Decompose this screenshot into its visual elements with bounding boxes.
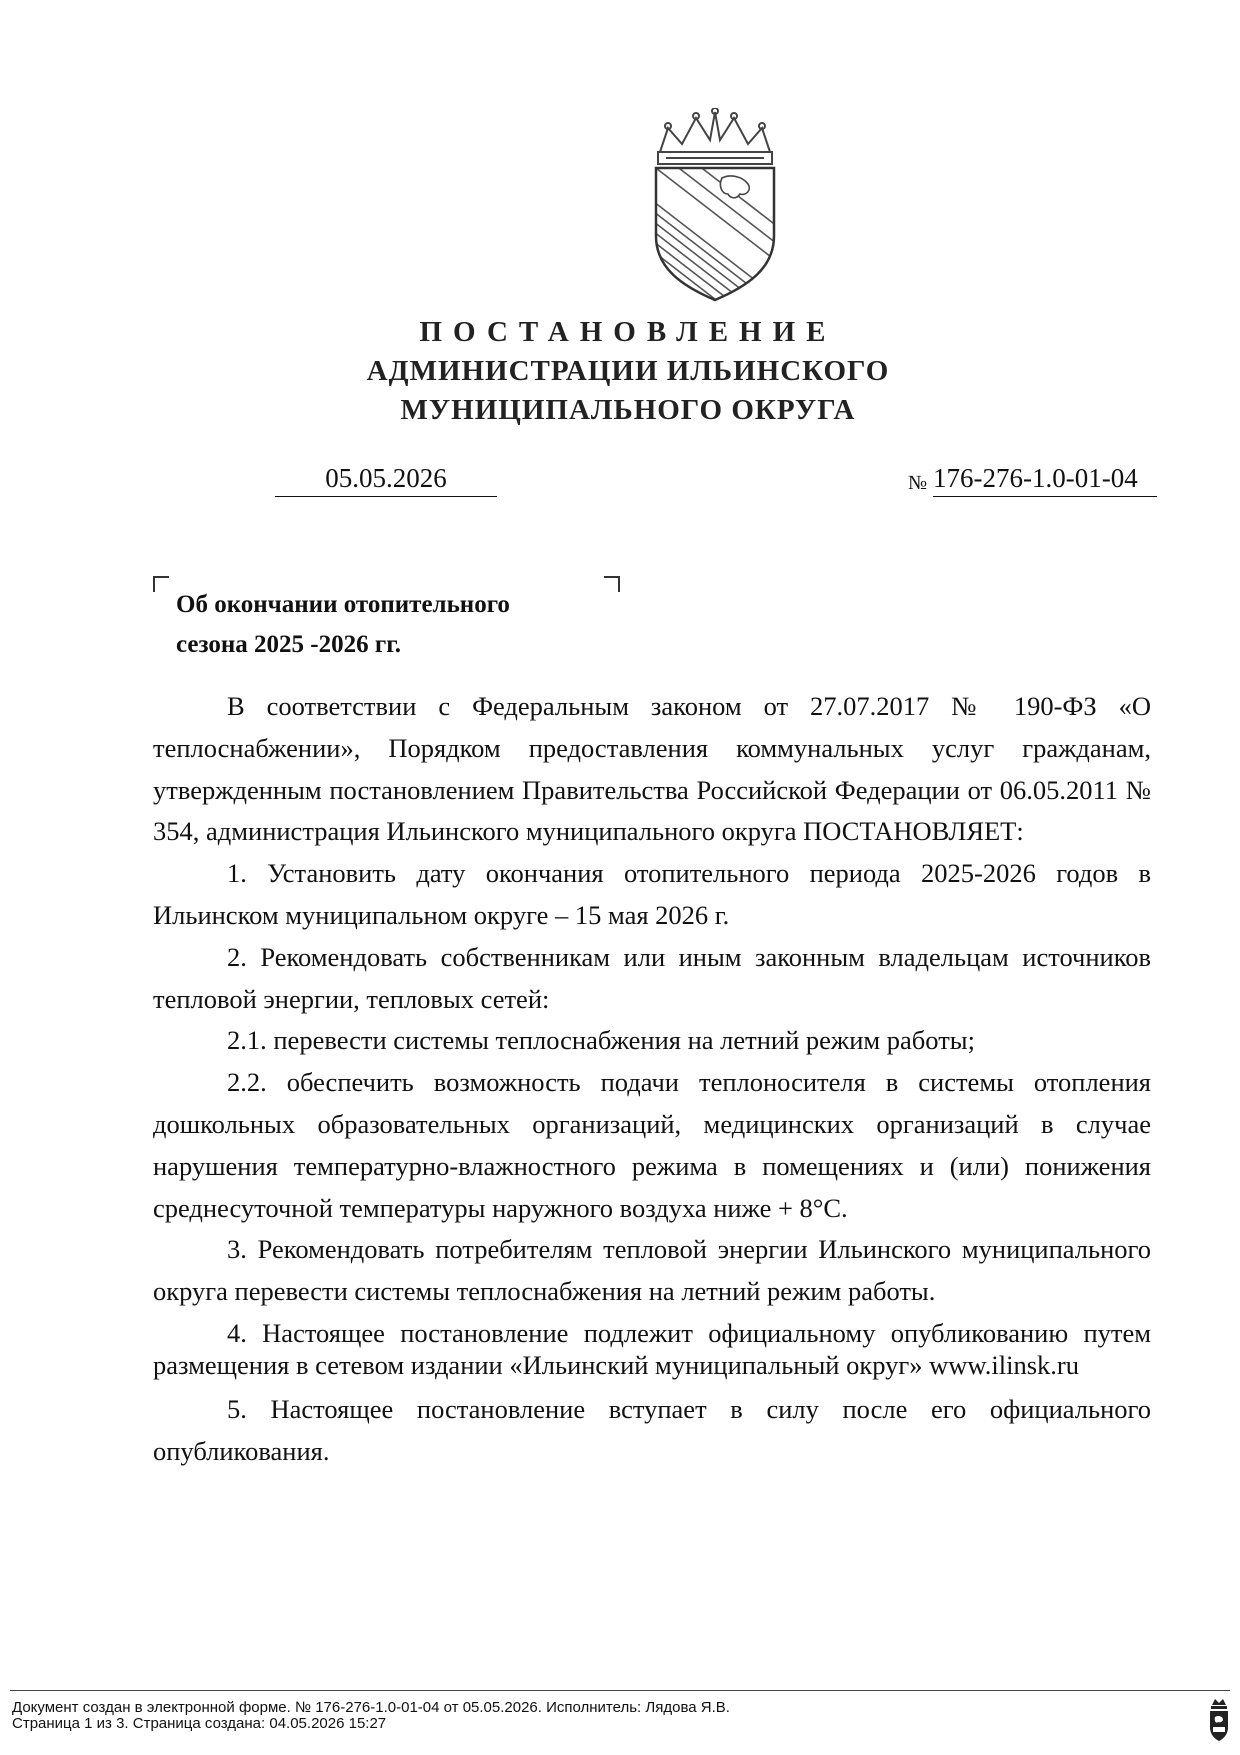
region-emblem-icon <box>1208 1697 1230 1743</box>
document-body <box>153 686 1151 1473</box>
document-date: 05.05.2026 <box>275 462 497 497</box>
footer-info <box>12 1700 730 1732</box>
number-sign: № <box>908 472 928 494</box>
footer-line-1: Документ создан в электронной форме. № 176-276-1.0-01-04 от 05.05.2026. Исполнитель: Лядова Я.В. <box>12 1699 730 1716</box>
preamble-paragraph: В соответствии с Федеральным законом от 27.07.2017 № 190-ФЗ «О теплоснабжении», Порядком предоставления коммунальных услуг гражданам, утвержденным постановлением Правительства Российской Федерации от 06.05.2011 № 354, администрация Ильинского муниципального округа ПОСТАНОВЛЯЕТ: <box>153 691 1151 847</box>
clause-5: 5. Настоящее постановление вступает в силу после его официального опубликования. <box>153 1393 1151 1466</box>
subject-line-1: Об окончании отопительного <box>176 591 510 618</box>
subject-line-2: сезона 2025 -2026 гг. <box>176 631 402 658</box>
clause-3: 3. Рекомендовать потребителям тепловой энергии Ильинского муниципального округа перевести системы теплоснабжения на летний режим работы. <box>153 1234 1151 1307</box>
issuer-title-line-1: АДМИНИСТРАЦИИ ИЛЬИНСКОГО <box>366 355 890 387</box>
document-type-title: ПОСТАНОВЛЕНИЕ <box>419 316 837 348</box>
clause-2: 2. Рекомендовать собственникам или иным законным владельцам источников тепловой энергии, тепловых сетей: <box>153 941 1151 1014</box>
clause-2-2: 2.2. обеспечить возможность подачи теплоносителя в системы отопления дошкольных образовательных организаций, медицинских организаций в случае нарушения температурно-влажностного режима в помещениях и (или) понижения среднесуточной температуры наружного воздуха ниже + 8°С. <box>153 1067 1151 1223</box>
document-number: 176-276-1.0-01-04 <box>933 462 1157 497</box>
clause-2-1: 2.1. перевести системы теплоснабжения на летний режим работы; <box>227 1025 975 1056</box>
coat-of-arms-icon <box>650 108 780 304</box>
clause-1: 1. Установить дату окончания отопительного периода 2025-2026 годов в Ильинском муниципальном округе – 15 мая 2026 г. <box>153 858 1151 930</box>
issuer-title-line-2: МУНИЦИПАЛЬНОГО ОКРУГА <box>400 394 856 426</box>
footer-line-2: Страница 1 из 3. Страница создана: 04.05.2026 15:27 <box>12 1715 387 1732</box>
subject-corner-right <box>604 576 620 592</box>
clause-4: 4. Настоящее постановление подлежит официальному опубликованию путем размещения в сетевом издании «Ильинский муниципальный округ» www.ilinsk.ru <box>153 1317 1151 1380</box>
document-subject <box>176 585 596 665</box>
subject-corner-left <box>153 576 169 592</box>
footer-divider <box>10 1690 1230 1691</box>
